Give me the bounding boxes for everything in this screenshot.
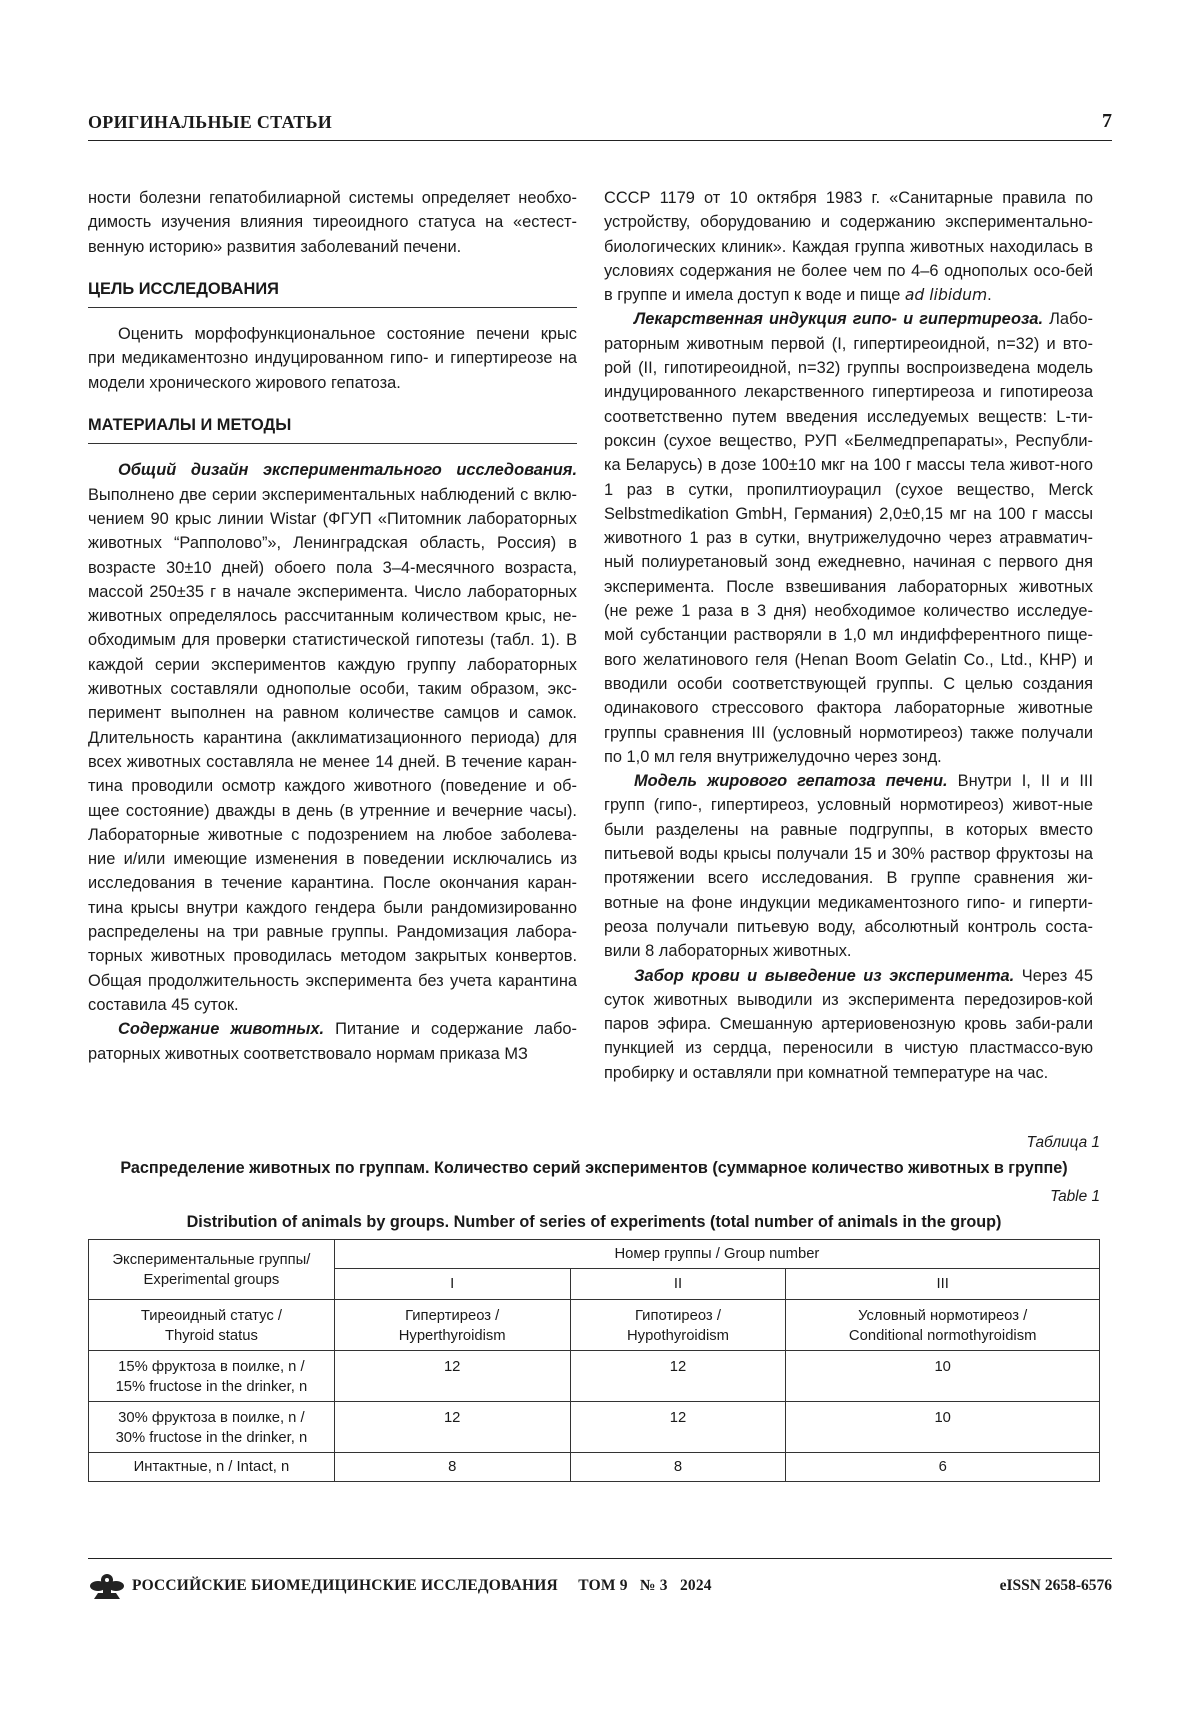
status-cell bbox=[786, 1300, 1100, 1351]
table-title-en: Distribution of animals by groups. Number of series of experiments (total number of animals in the group) bbox=[186, 1213, 1002, 1231]
row-label-cell bbox=[89, 1402, 335, 1453]
table-row-intact bbox=[89, 1453, 1100, 1482]
journal-info: РОССИЙСКИЕ БИОМЕДИЦИНСКИЕ ИССЛЕДОВАНИЯ ТОМ 9 № 3 2024 bbox=[132, 1577, 712, 1594]
value-cell: 12 bbox=[334, 1351, 570, 1402]
latin-phrase: ad libidum bbox=[904, 286, 988, 305]
table-row-fructose-15 bbox=[89, 1351, 1100, 1402]
row-label-cell bbox=[89, 1300, 335, 1351]
blood-subheading: Забор крови и выведение из эксперимента. bbox=[634, 966, 1015, 985]
table-row-fructose-30 bbox=[89, 1402, 1100, 1453]
group-number-header: Номер группы / Group number bbox=[334, 1240, 1099, 1269]
value-cell: 8 bbox=[334, 1453, 570, 1482]
section-title: ОРИГИНАЛЬНЫЕ СТАТЬИ bbox=[88, 112, 333, 132]
table-row-thyroid-status bbox=[89, 1300, 1100, 1351]
housing-continuation bbox=[604, 186, 1093, 307]
row-label-cell: Интактные, n / Intact, n bbox=[89, 1453, 335, 1482]
value-cell: 12 bbox=[570, 1351, 786, 1402]
table-label-en: Table 1 bbox=[1050, 1188, 1100, 1205]
design-paragraph bbox=[88, 458, 577, 1017]
row-label-cell bbox=[89, 1351, 335, 1402]
status-en: Conditional normothyroidism bbox=[848, 1328, 1037, 1344]
model-paragraph bbox=[604, 769, 1093, 963]
row-label-en: Thyroid status bbox=[164, 1328, 258, 1344]
right-column bbox=[604, 186, 1093, 1085]
value-cell: 12 bbox=[570, 1402, 786, 1453]
value-cell: 8 bbox=[570, 1453, 786, 1482]
housing-paragraph bbox=[88, 1017, 577, 1066]
status-ru: Условный нормотиреоз / bbox=[858, 1308, 1028, 1324]
design-text: Выполнено две серии экспериментальных наблюдений с вклю-чением 90 крыс линии Wistar (ФГУП «Питомник лабораторных животных “Рапполово”», Ленинградская область, Россия) в возрасте 30±10 дней) обоего пола 3–4-месячного возраста, массой 250±35 г в начале эксперимента. Число лабораторных животных определялось рассчитанным количеством крыс, не-обходимым для проверки статистической гипотезы (табл. 1). В каждой серии экспериментов каждую группу лабораторных животных составляли однополые особи, таким образом, экс-перимент выполнен на равном количестве самцов и самок. Длительность карантина (акклиматизационного периода) для всех животных составляла не менее 14 дней. В течение каран-тина проводили осмотр каждого животного (поведение и об-щее состояние) дважды в день (в утренние и вечерние часы). Лабораторные животные с подозрением на любое заболева-ние и/или имеющие изменения в поведении исключались из исследования в течение карантина. После окончания каран-тина крысы внутри каждого гендера были рандомизированно распределены на три равные группы. Рандомизация лабора-торных животных проводилась методом закрытых конвертов. Общая продолжительность эксперимента без учета карантина составила 45 суток. bbox=[88, 485, 577, 1014]
induction-subheading: Лекарственная индукция гипо- и гипертиреоза. bbox=[634, 310, 1044, 329]
housing-text: Питание и содержание лабо-раторных животных соответствовало нормам приказа МЗ bbox=[88, 1020, 577, 1063]
table-label-ru: Таблица 1 bbox=[1026, 1134, 1100, 1151]
group-number-cell: II bbox=[570, 1269, 786, 1300]
row-label-ru: Тиреоидный статус / bbox=[140, 1308, 282, 1324]
table-block bbox=[88, 1133, 1100, 1482]
status-cell bbox=[334, 1300, 570, 1351]
table-title-ru: Распределение животных по группам. Количество серий экспериментов (суммарное количество животных в группе) bbox=[120, 1159, 1068, 1177]
model-subheading: Модель жирового гепатоза печени. bbox=[634, 772, 948, 791]
value-cell: 10 bbox=[786, 1402, 1100, 1453]
aim-heading: ЦЕЛЬ ИССЛЕДОВАНИЯ bbox=[88, 277, 577, 308]
row-label-ru: 30% фруктоза в поилке, n / bbox=[118, 1410, 305, 1426]
induction-text: Лабо-раторным животным первой (I, гипертиреоидной, n=32) и вто-рой (II, гипотиреоидной, n=32) группы воспроизведена модель индуцированного лекарственного гипертиреоза и гипотиреоза соответственно путем введения исследуемых веществ: L-ти-роксин (сухое вещество, РУП «Белмедпрепараты», Республи-ка Беларусь) в дозе 100±10 мкг на 100 г массы тела живот-ного 1 раз в сутки, пропилтиоурацил (сухое вещество, Merck Selbstmedikation GmbH, Германия) 2,0±0,15 мг на 100 г массы животного 1 раз в сутки, внутрижелудочно через атравматич-ный полиуретановый зонд ежедневно, начиная с первого дня эксперимента. После взвешивания лабораторных животных (не реже 1 раза в 3 дня) необходимое количество исследуе-мой субстанции растворяли в 1,0 мл индифферентного пище-вого желатинового геля (Henan Boom Gelatin Co., Ltd., КНР) и вводили особи соответствующей группы. С целью создания одинакового стрессового фактора лабораторные животные группы сравнения III (условный нормотиреоз) также получали по 1,0 мл геля внутрижелудочно через зонд. bbox=[604, 310, 1093, 766]
corner-label-ru: Экспериментальные группы/ bbox=[112, 1251, 311, 1268]
design-subheading: Общий дизайн экспериментального исследования. bbox=[118, 461, 577, 480]
running-header bbox=[88, 110, 1112, 141]
intro-paragraph: ности болезни гепатобилиарной системы определяет необхо-димость изучения влияния тиреоидного статуса на «естест-венную историю» развития заболеваний печени. bbox=[88, 189, 577, 256]
left-column bbox=[88, 186, 577, 1066]
page-number: 7 bbox=[1102, 110, 1112, 132]
running-footer bbox=[88, 1558, 1112, 1605]
status-ru: Гипотиреоз / bbox=[635, 1308, 721, 1324]
journal-logo-icon bbox=[88, 1571, 126, 1603]
housing-cont-end: . bbox=[987, 286, 992, 305]
status-en: Hypothyroidism bbox=[626, 1328, 729, 1344]
housing-cont-text: СССР 1179 от 10 октября 1983 г. «Санитарные правила по устройству, оборудованию и содержанию экспериментально-биологических клиник». Каждая группа животных находилась в условиях содержания не более чем по 4–6 однополых осо-бей в группе и имела доступ к воде и пище bbox=[604, 189, 1093, 305]
table-corner-cell bbox=[89, 1240, 335, 1300]
status-cell bbox=[570, 1300, 786, 1351]
value-cell: 10 bbox=[786, 1351, 1100, 1402]
groups-table bbox=[88, 1239, 1100, 1482]
row-label-ru: 15% фруктоза в поилке, n / bbox=[118, 1359, 305, 1375]
status-en: Hyperthyroidism bbox=[398, 1328, 506, 1344]
group-number-cell: III bbox=[786, 1269, 1100, 1300]
value-cell: 6 bbox=[786, 1453, 1100, 1482]
table-header-row bbox=[89, 1240, 1100, 1269]
model-text: Внутри I, II и III групп (гипо-, гипертиреоз, условный нормотиреоз) живот-ные были разделены на равные подгруппы, в которых вместо питьевой воды крысы получали 15 и 30% раствор фруктозы на протяжении всего исследования. В группе сравнения жи-вотные на фоне индукции медикаментозного гипо- и гиперти-реоза получали питьевую воду, абсолютный контроль соста-вили 8 лабораторных животных. bbox=[604, 772, 1093, 961]
methods-heading: МАТЕРИАЛЫ И МЕТОДЫ bbox=[88, 413, 577, 444]
blood-text: Через 45 суток животных выводили из эксперимента передозиров-кой паров эфира. Смешанную артериовенозную кровь заби-рали пункцией из сердца, переносили в чистую пластмассо-вую пробирку и оставляли при комнатной температуре на час. bbox=[604, 966, 1093, 1082]
status-ru: Гипертиреоз / bbox=[405, 1308, 500, 1324]
aim-paragraph: Оценить морфофункциональное состояние печени крыс при медикаментозно индуцированном гипо- и гипертиреозе на модели хронического жирового гепатоза. bbox=[88, 325, 577, 392]
row-label-en: 15% fructose in the drinker, n bbox=[115, 1379, 308, 1395]
corner-label-en: Experimental groups bbox=[143, 1271, 280, 1288]
row-label-en: 30% fructose in the drinker, n bbox=[115, 1430, 308, 1446]
group-number-cell: I bbox=[334, 1269, 570, 1300]
housing-subheading: Содержание животных. bbox=[118, 1020, 325, 1039]
blood-paragraph bbox=[604, 964, 1093, 1085]
induction-paragraph bbox=[604, 307, 1093, 769]
issn: eISSN 2658-6576 bbox=[999, 1577, 1112, 1594]
value-cell: 12 bbox=[334, 1402, 570, 1453]
